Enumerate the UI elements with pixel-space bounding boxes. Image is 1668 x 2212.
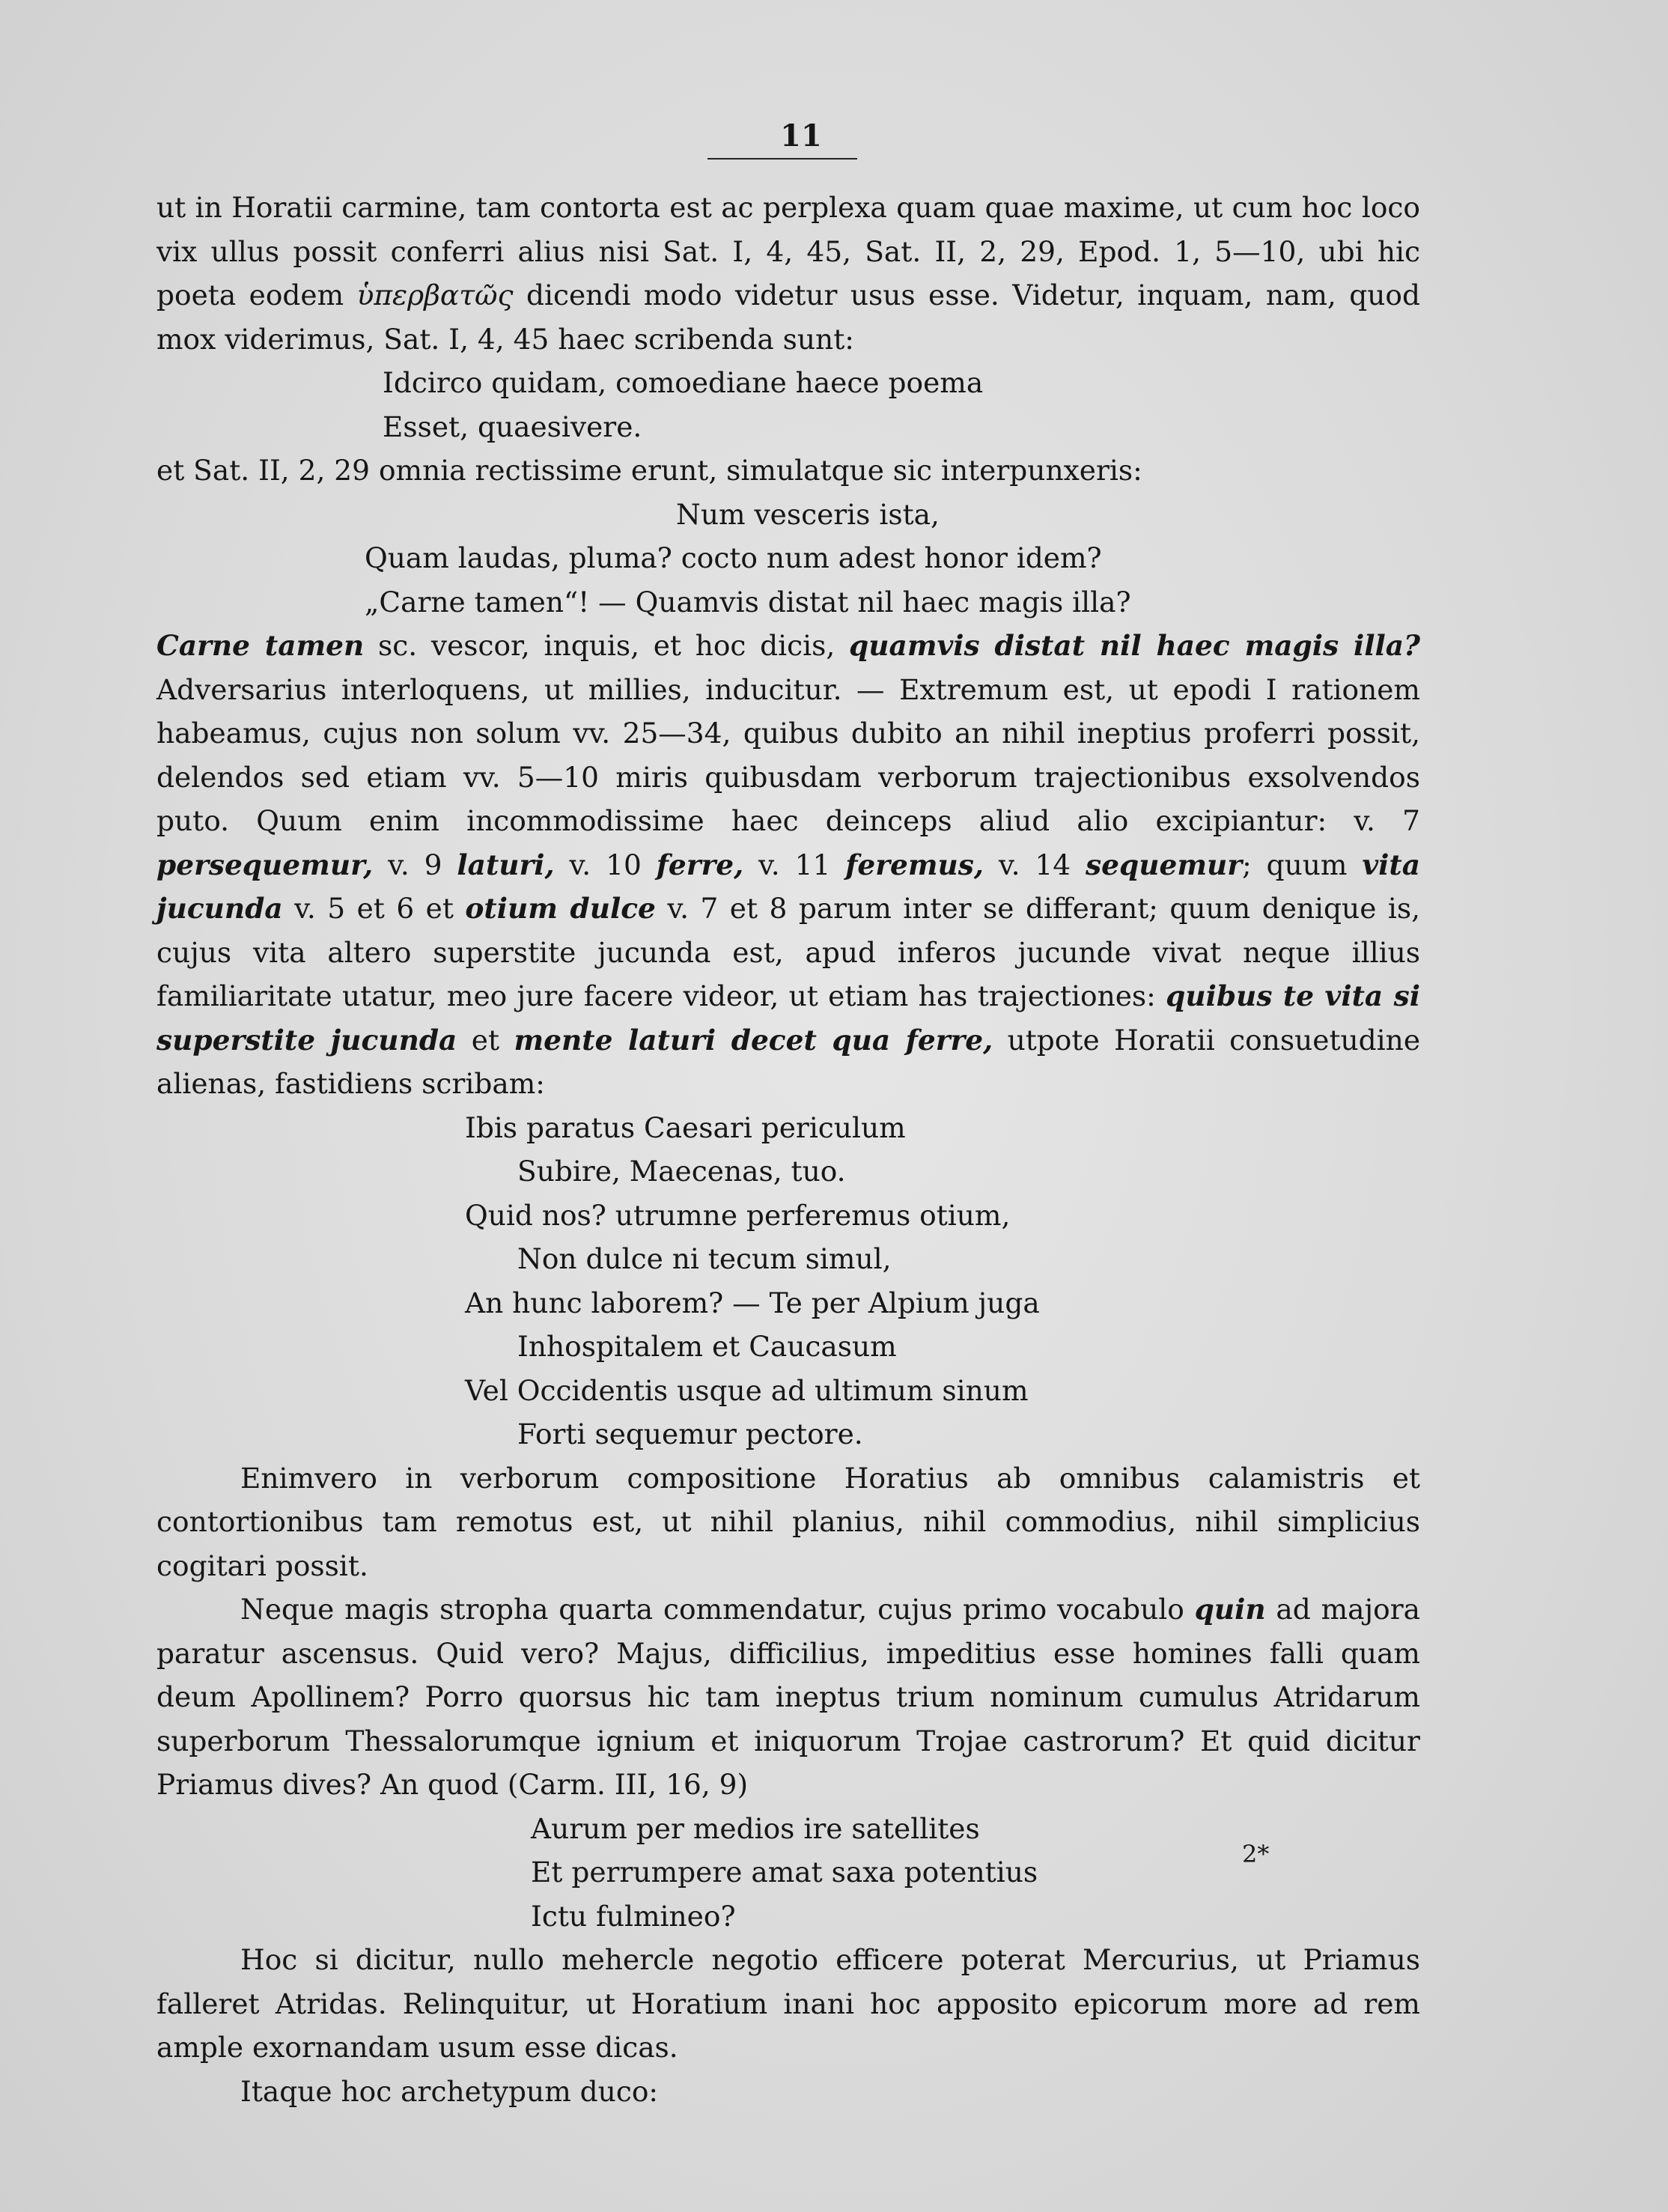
emphasis: vita jucunda [156, 848, 1421, 925]
verse-line: Num vesceris ista, [676, 497, 940, 531]
paragraph-1-text-a: ut in Horatii carmine, tam contorta est ac perplexa quam quae maxime, ut cum hoc loco vix ullus possit conferri alius nisi Sat. I, 4, 45, Sat. II, 2, 29, Epod. 1, 5—10, ubi hic poeta eodem [156, 191, 1420, 312]
verse-quote-3 [156, 1106, 1420, 1456]
text-run: ; quum [1242, 848, 1363, 881]
emphasis: otium dulce [465, 892, 656, 925]
emphasis: quibus te vita si superstite jucunda [156, 979, 1420, 1057]
text-run: v. 11 [743, 848, 846, 881]
body-text [156, 186, 1420, 2113]
verse-line: Non dulce ni tecum simul, [517, 1242, 892, 1275]
verse-line: An hunc laborem? — Te per Alpium juga [465, 1286, 1040, 1319]
emphasis: feremus, [845, 848, 984, 881]
paragraph-1-text-b: dicendi modo videtur usus esse. Videtur, inquam, nam, quod mox viderimus, Sat. I, 4, 45 haec scribenda sunt: [156, 279, 1420, 356]
paragraph-5 [156, 1587, 1420, 1807]
verse-quote-4 [156, 1807, 1420, 1939]
verse-line: Ictu fulmineo? [531, 1899, 736, 1933]
paragraph-2: et Sat. II, 2, 29 omnia rectissime erunt, simulatque sic interpunxeris: [156, 454, 1142, 487]
text-run: sc. vescor, inquis, et hoc dicis, [364, 629, 850, 662]
paragraph-1 [156, 186, 1420, 361]
verse-quote-2 [156, 493, 1420, 625]
emphasis: sequemur [1086, 848, 1243, 881]
text-run: Adversarius interloquens, ut millies, inducitur. — Extremum est, ut epodi I rationem habeamus, cujus non solum vv. 25—34, quibus dubito an nihil ineptius proferri possit, delendos sed etiam vv. 5—10 miris quibusdam verborum trajectionibus exsolvendos puto. Quum enim incommodissime haec deinceps aliud alio excipiantur: v. 7 [156, 672, 1420, 837]
verse-line: Aurum per medios ire satellites [531, 1811, 980, 1845]
emphasis: persequemur, [156, 848, 374, 881]
text-run: v. 9 [373, 848, 457, 881]
verse-quote-1 [156, 361, 1420, 449]
text-run: v. 14 [983, 848, 1086, 881]
verse-line: Ibis paratus Caesari periculum [465, 1110, 906, 1144]
emphasis: quamvis distat nil haec magis illa? [849, 629, 1420, 662]
page-number: 11 [780, 118, 822, 154]
verse-line: „Carne tamen“! — Quamvis distat nil haec magis illa? [365, 585, 1131, 619]
text-run: utpote Horatii consuetudine alienas, fastidiens scribam: [156, 1023, 1421, 1100]
verse-line: Vel Occidentis usque ad ultimum sinum [465, 1373, 1029, 1407]
text-run: v. 7 et 8 parum inter se differant; quum denique is, cujus vita altero superstite jucunda est, apud inferos jucunde vivat neque illius familiaritate utatur, meo jure facere videor, ut etiam has trajectiones: [156, 892, 1421, 1012]
paragraph-6: Hoc si dicitur, nullo mehercle negotio efficere poterat Mercurius, ut Priamus falleret Atridas. Relinquitur, ut Horatium inani hoc apposito epicorum more ad rem ample exornandam usum esse dicas. [156, 1943, 1420, 2064]
text-run: Neque magis stropha quarta commendatur, cujus primo vocabulo [240, 1593, 1195, 1626]
emphasis: Carne tamen [156, 629, 365, 662]
verse-line: Quam laudas, pluma? cocto num adest honor idem? [365, 541, 1102, 574]
verse-line: Inhospitalem et Caucasum [517, 1330, 897, 1363]
paragraph-3 [156, 624, 1420, 1106]
verse-line: Esset, quaesivere. [383, 410, 642, 443]
text-run: et [457, 1023, 514, 1057]
text-run: ad majora paratur ascensus. Quid vero? Majus, difficilius, impeditius esse homines falli quam deum Apollinem? Porro quorsus hic tam ineptus trium nominum cumulus Atridarum superborum Thessalorumque ignium et iniquorum Trojae castrorum? Et quid dicitur Priamus dives? An quod (Carm. III, 16, 9) [156, 1593, 1420, 1801]
verse-line: Subire, Maecenas, tuo. [517, 1155, 846, 1188]
verse-line: Idcirco quidam, comoediane haece poema [383, 366, 984, 399]
verse-line: Et perrumpere amat saxa potentius [531, 1856, 1038, 1889]
paragraph-4: Enimvero in verborum compositione Horatius ab omnibus calamistris et contortionibus tam remotus est, ut nihil planius, nihil commodius, nihil simplicius cogitari possit. [156, 1461, 1420, 1582]
verse-line: Quid nos? utrumne perferemus otium, [465, 1198, 1011, 1232]
greek-word: ὑπερβατῶς [356, 279, 514, 312]
verse-line: Forti sequemur pectore. [517, 1418, 863, 1450]
emphasis: quin [1194, 1593, 1266, 1626]
text-run: v. 5 et 6 et [282, 892, 466, 925]
emphasis: ferre, [656, 848, 744, 881]
signature-mark: 2* [1242, 1840, 1270, 1868]
paragraph-7: Itaque hoc archetypum duco: [240, 2074, 659, 2108]
emphasis: mente laturi decet qua ferre, [514, 1023, 993, 1057]
emphasis: laturi, [457, 848, 555, 881]
text-run: v. 10 [554, 848, 657, 881]
page-number-rule [707, 158, 857, 159]
